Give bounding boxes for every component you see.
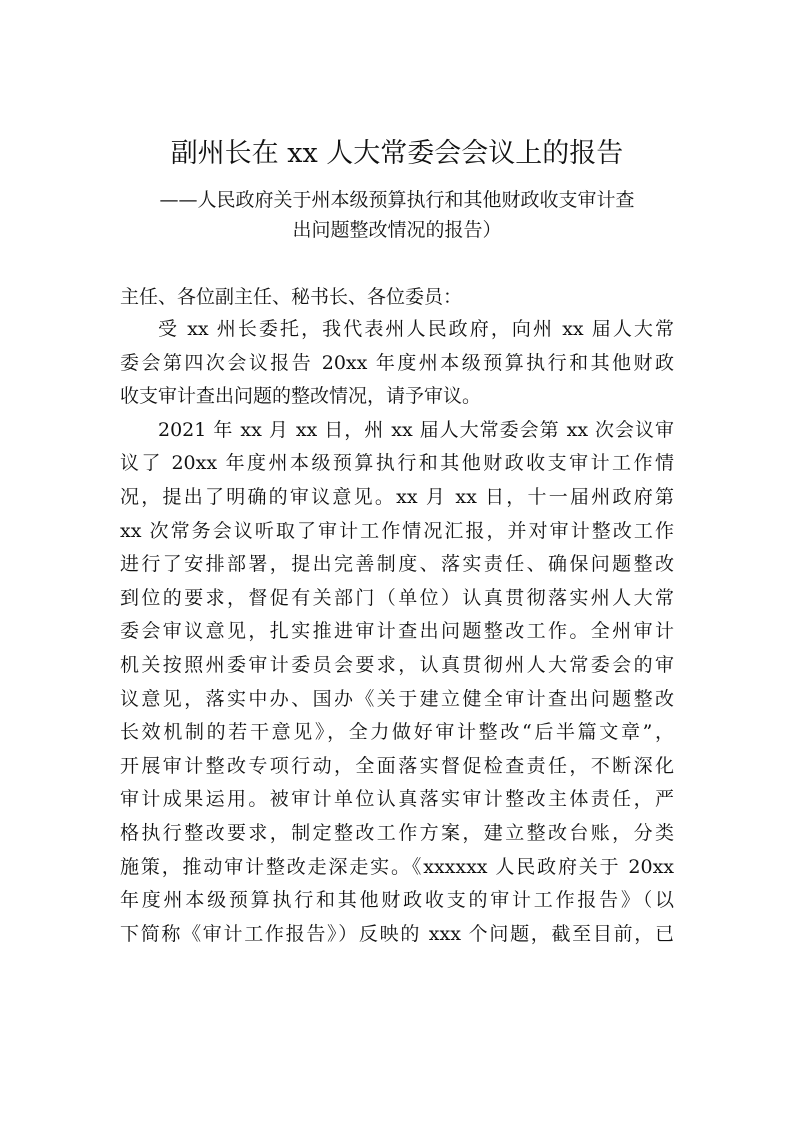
body-line: 收支审计查出问题的整改情况，请予审议。 <box>120 385 482 408</box>
body-line: 委会第四次会议报告 20xx 年度州本级预算执行和其他财政 <box>120 351 674 374</box>
subtitle-line: ——人民政府关于州本级预算执行和其他财政收支审计查 <box>159 189 635 211</box>
subtitle-line: 出问题整改情况的报告） <box>292 219 502 241</box>
page-subtitle <box>120 185 674 245</box>
body-line: 委会审议意见，扎实推进审计查出问题整改工作。全州审计 <box>120 620 674 643</box>
body-line: 进行了安排部署，提出完善制度、落实责任、确保问题整改 <box>120 553 674 576</box>
body-line: 2021 年 xx 月 xx 日，州 xx 届人大常委会第 xx 次会议审 <box>158 418 674 441</box>
body-text <box>120 313 674 951</box>
body-line: 议了 20xx 年度州本级预算执行和其他财政收支审计工作情 <box>120 452 674 475</box>
page-title: 副州长在 xx 人大常委会会议上的报告 <box>170 138 624 169</box>
body-line: 受 xx 州长委托，我代表州人民政府，向州 xx 届人大常 <box>158 318 674 340</box>
body-line: 议意见，落实中办、国办《关于建立健全审计查出问题整改 <box>120 687 674 710</box>
body-line: 年度州本级预算执行和其他财政收支的审计工作报告》（以 <box>120 889 674 912</box>
body-line: 开展审计整改专项行动，全面落实督促检查责任，不断深化 <box>120 754 674 777</box>
body-line: 机关按照州委审计委员会要求，认真贯彻州人大常委会的审 <box>120 653 674 676</box>
body-line: 到位的要求，督促有关部门（单位）认真贯彻落实州人大常 <box>120 586 674 609</box>
body-line: 下简称《审计工作报告》）反映的 xxx 个问题，截至目前，已 <box>120 922 674 945</box>
body-line: 施策，推动审计整改走深走实。《xxxxxx 人民政府关于 20xx <box>120 855 674 878</box>
body-line: 审计成果运用。被审计单位认真落实审计整改主体责任，严 <box>120 788 674 811</box>
body-line: 况，提出了明确的审议意见。xx 月 xx 日，十一届州政府第 <box>120 485 674 508</box>
body-line: 格执行整改要求，制定整改工作方案，建立整改台账，分类 <box>120 821 674 844</box>
body-line: xx 次常务会议听取了审计工作情况汇报，并对审计整改工作 <box>120 519 674 542</box>
body-line: 长效机制的若干意见》，全力做好审计整改“后半篇文章”， <box>120 721 674 744</box>
salutation: 主任、各位副主任、秘书长、各位委员： <box>120 286 463 308</box>
